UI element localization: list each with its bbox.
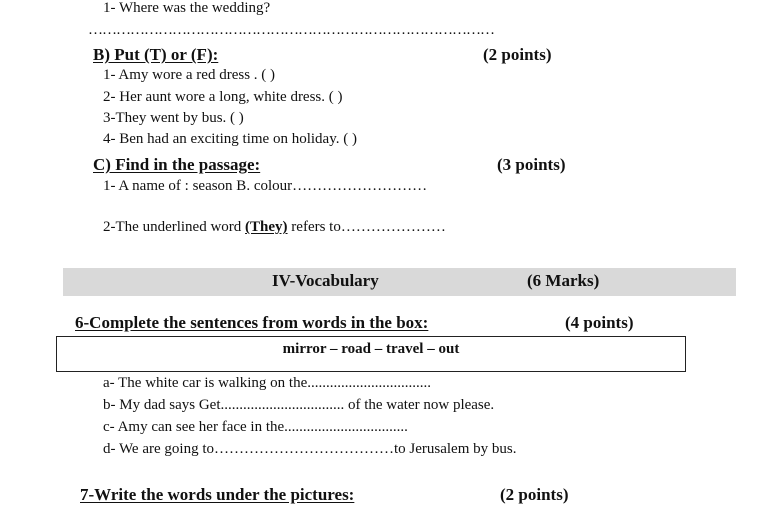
sentence-c: c- Amy can see her face in the................................. xyxy=(103,419,408,435)
find-question-2-blank: refers to………………… xyxy=(287,219,446,235)
tf-item-2: 2- Her aunt wore a long, white dress. ( ) xyxy=(103,89,343,105)
vocabulary-marks: (6 Marks) xyxy=(527,271,600,290)
q6-points: (4 points) xyxy=(565,313,634,332)
tf-item-1: 1- Amy wore a red dress . ( ) xyxy=(103,67,276,83)
q6-title: 6-Complete the sentences from words in the box: xyxy=(75,313,429,332)
section-b-heading xyxy=(93,45,573,65)
vocabulary-banner xyxy=(63,268,736,296)
section-c-heading xyxy=(93,155,583,175)
section-b-points: (2 points) xyxy=(483,45,552,64)
sentence-b: b- My dad says Get................................. of the water now please. xyxy=(103,397,495,413)
find-question-1: 1- A name of : season B. colour……………………… xyxy=(103,178,428,194)
answer-line: …………………………………………………………………………… xyxy=(88,22,494,38)
section-c-points: (3 points) xyxy=(497,155,566,174)
underlined-word: (They) xyxy=(245,219,288,235)
sentence-a: a- The white car is walking on the................................. xyxy=(103,375,431,391)
question-a1: 1- Where was the wedding? xyxy=(103,0,271,16)
find-question-2 xyxy=(103,219,446,236)
sentence-d: d- We are going to………………………………to Jerusalem by bus. xyxy=(103,441,517,457)
section-c-title: C) Find in the passage: xyxy=(93,155,261,174)
q7-points: (2 points) xyxy=(500,485,569,504)
q6-heading xyxy=(75,313,655,333)
q7-title: 7-Write the words under the pictures: xyxy=(80,485,355,504)
tf-item-3: 3-They went by bus. ( ) xyxy=(103,110,244,126)
word-box-words: mirror – road – travel – out xyxy=(282,341,460,357)
section-b-title: B) Put (T) or (F): xyxy=(93,45,219,64)
find-question-2-text: 2-The underlined word xyxy=(103,219,246,235)
q7-heading xyxy=(80,485,620,505)
vocabulary-title: IV-Vocabulary xyxy=(272,271,379,290)
tf-item-4: 4- Ben had an exciting time on holiday. ( ) xyxy=(103,131,357,147)
word-box xyxy=(56,336,686,372)
